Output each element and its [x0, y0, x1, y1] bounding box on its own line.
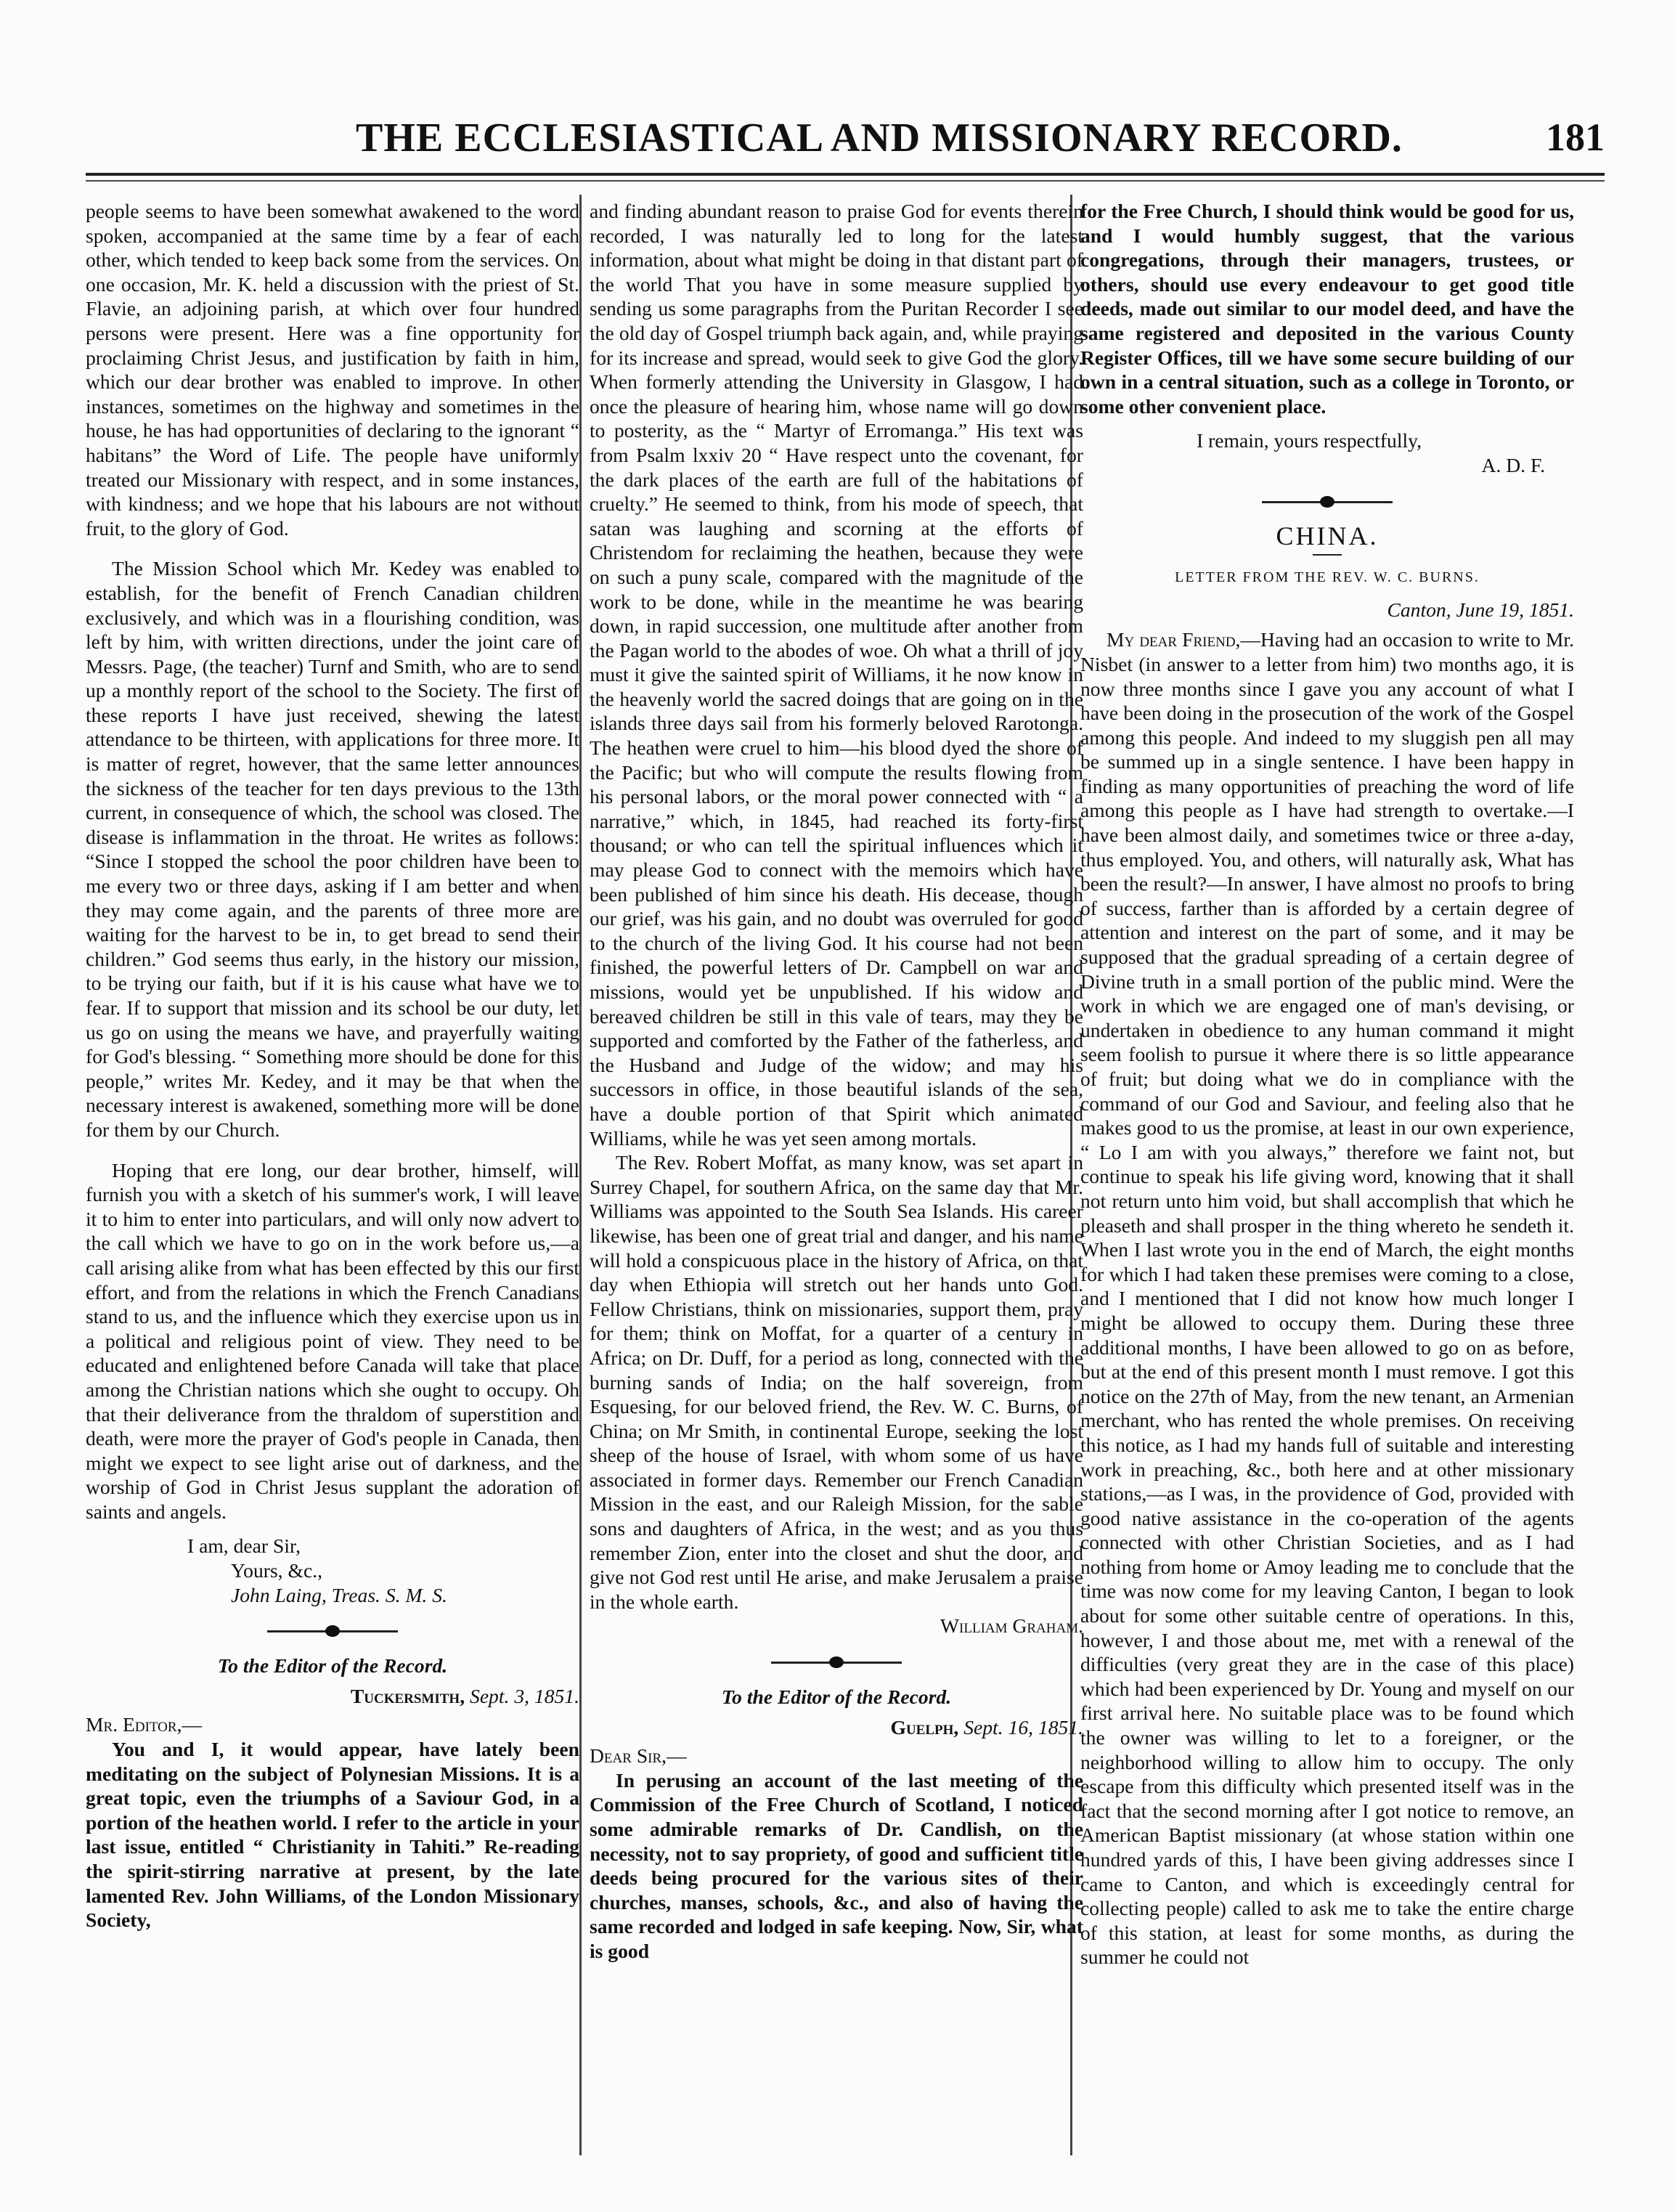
section-ornament	[1080, 488, 1574, 517]
section-ornament	[590, 1648, 1083, 1678]
editor-heading: To the Editor of the Record.	[721, 1686, 952, 1709]
col2-paragraph-1: and finding abundant reason to praise God for events therein recorded, I was naturally led to long for the latest information, about what might be doing in that distant part of the world That you have in some measure supplied by sending us some paragraphs from the Puritan Recorder I see the old day of Gospel triumph back again, and, while praying for its increase and spread, would seek to give God the glory. When formerly attending the University in Glasgow, I had once the pleasure of hearing him, whose name will go down to posterity, as the “ Martyr of Erromanga.” His text was from Psalm lxxiv 20 “ Have respect unto the covenant, for the dark places of the earth are full of the habitations of cruelty.” He seemed to think, from his mode of speech, that satan was laughing and scorning at the efforts of Christendom for reclaiming the heathen, because they were on such a puny scale, compared with the magnitude of the work to be done, while in the meantime he was bearing down, in rapid succession, one multitude after another from the Pagan world to the abodes of woe. Oh what a thrill of joy must it give the sainted spirit of Williams, it he now know in the heavenly world the sacred doings that are going on in the islands three days sail from his formerly beloved Rarotonga. The heathen were cruel to him—his blood dyed the shore of the Pacific; but who will compute the results flowing from his personal labors, or the moral power connected with “ a narrative,” which, in 1845, had reached its forty-first thousand; or who can tell the spiritual influences which it may please God to connect with the memoirs which have been published of him since his death. His decease, though our grief, was his gain, and no doubt was overruled for good to the church of the living God. It his course had not been finished, the powerful letters of Dr. Campbell on war and missions, would yet be unpublished. If his widow and bereaved children be still in this vale of tears, may they be supported and comforted by the Father of the fatherless, and the Husband and Judge of the widow; and may his successors in office, in those beautiful islands of the sea, have a double portion of that Spirit which animated Williams, while he was yet seen among mortals.	[590, 200, 1083, 1150]
page-number: 181	[1546, 115, 1605, 159]
dateline-date: Sept. 16, 1851.	[963, 1715, 1083, 1739]
column-divider-1	[579, 195, 582, 2155]
signoff-line-1: I am, dear Sir,	[187, 1534, 301, 1558]
dateline-date: Sept. 3, 1851.	[470, 1684, 579, 1707]
signoff-line-2: Yours, &c.,	[231, 1559, 322, 1582]
col1-paragraph-4: You and I, it would appear, have lately been meditating on the subject of Polynesian Missions. It is a great topic, even the triumphs of a Saviour God, in a portion of the heathen world. I refer to the article in your last issue, entitled “ Christianity in Tahiti.” Re-reading the spirit-stirring narrative at present, by the late lamented Rev. John Williams, of the London Missionary Society,	[86, 1738, 579, 1932]
col1-paragraph-2: The Mission School which Mr. Kedey was enabled to establish, for the benefit of French Canadian children exclusively, and which was in a flourishing condition, was left by him, with written directions, under the joint care of Messrs. Page, (the teacher) Turnf and Smith, who are to send up a monthly report of the school to the Society. The first of these reports I have just received, shewing the latest attendance to be thirteen, with applications for three more. It is matter of regret, however, that the same letter announces the sickness of the teacher for ten days previous to the 13th current, in consequence of which, the school was closed. The disease is inflammation in the throat. He writes as follows: “Since I stopped the school the poor children have been to me every two or three days, asking if I am better and when they may come again, and the parents of three more are waiting for the harvest to be in, to get bread to send their children.” God seems thus early, in the history our mission, to be trying our faith, but if it is his cause what have we to fear. If to support that mission and its school be our duty, let us go on using the means we have, and prayerfully waiting for God's blessing. “ Something more should be done for this people,” writes Mr. Kedey, and it may be that when the necessary interest is awakened, something more will be done for them by our Church.	[86, 557, 579, 1141]
column-2	[590, 199, 1083, 2152]
header-rule	[86, 173, 1605, 176]
signoff-initials: A. D. F.	[1481, 453, 1545, 476]
col3-paragraph-2	[1080, 627, 1574, 1969]
ornament-dot	[829, 1656, 844, 1668]
salutation: Dear Sir,—	[590, 1744, 687, 1768]
header-rule-thin	[86, 180, 1605, 182]
col3-paragraph-1: for the Free Church, I should think would be good for us, and I would humbly suggest, that the various congregations, through their managers, trustees, or others, should use every endeavour to get good title deeds, made out similar to our model deed, and have the same registered and deposited in the various County Register Offices, till we have some secure building of our own in a central situation, such as a college in Toronto, or some other convenient place.	[1080, 200, 1574, 418]
short-rule	[1313, 554, 1342, 556]
letter-heading: LETTER FROM THE REV. W. C. BURNS.	[1175, 569, 1480, 586]
ornament-dot	[325, 1625, 340, 1637]
column-1	[86, 199, 579, 2152]
dateline	[590, 1715, 1083, 1740]
col2-paragraph-3: In perusing an account of the last meeting of the Commission of the Free Church of Scotland, I noticed some admirable remarks of Dr. Candlish, on the necessity, not to say propriety, of good and sufficient title deeds being procured for the various sites of their churches, manses, schools, &c., and also of having the same recorded and lodged in safe keeping. Now, Sir, what is good	[590, 1768, 1083, 1962]
editor-heading: To the Editor of the Record.	[217, 1654, 448, 1678]
col3-letter-body: —Having had an occasion to write to Mr. Nisbet (in answer to a letter from him) two months ago, it is now three months since I gave you any account of what I have been doing in the prosecution of the work of the Gospel among this people. And indeed to my sluggish pen all may be summed up in a single sentence. I have been happy in finding as many opportunities of preaching the word of life among this people as I have had strength to overtake.—I have been almost daily, and sometimes twice or three a-day, thus employed. You, and others, will naturally ask, What has been the result?—In answer, I have almost no proofs to bring of success, farther than is afforded by a certain degree of attention and interest on the part of some, and it may be supposed that the gradual spreading of a certain degree of Divine truth in a small portion of the public mind. Were the work in which we are engaged one of man's devising, or undertaken in obedience to any human command it might seem foolish to pursue it where there is so little appearance of fruit; but doing what we do in compliance with the command of our God and Saviour, and feeling also that he makes good to us the promise, at least in our own experience, “ Lo I am with you always,” therefore we faint not, but continue to speak his life giving word, knowing that it shall not return unto him void, but shall accomplish that which he pleaseth and shall prosper in the thing whereto he sendeth it. When I last wrote you in the end of March, the eight months for which I had taken these premises were coming to a close, and I mentioned that I did not know how much longer I might be allowed to occupy them. During these three additional months, I have been allowed to go on as before, but at the end of this present month I must remove. I got this notice on the 27th of May, from the new tenant, an Armenian merchant, who has rented the whole premises. On receiving this notice, as I had my hands full of suitable and interesting work in preaching, &c., both here and at other missionary stations,—as I was, in the providence of God, provided with good native assistance in the co-operation of the agents connected with other Christian Societies, and as I had nothing from home or Amoy leading me to conclude that the time was now come for my leaving Canton, I began to look about for some other suitable centre of operations. In this, however, I and those about me, met with a renewal of the difficulties (very great they are in the case of this place) which had been experienced by Dr. Young and myself on our first arrival here. No suitable place was to be found which the owner was willing to let to a foreigner, or the neighborhood willing to allow him to occupy. The only escape from this difficulty which presented itself was in the fact that the second morning after I got notice to remove, an American Baptist missionary (at whose station within one hundred yards of this, I have been giving addresses since I came to Canton, and which is exceedingly central for collecting people) called to ask me to take the entire charge of this station, at least for some months, as during the summer he could not	[1080, 628, 1574, 1969]
dateline-place: Guelph,	[890, 1715, 959, 1739]
place-date: Canton, June 19, 1851.	[1387, 598, 1574, 621]
col1-signoff	[86, 1534, 579, 1607]
salutation: My dear Friend,	[1107, 628, 1241, 651]
page-header	[87, 115, 1605, 173]
column-3	[1080, 199, 1574, 2152]
signoff-signature: John Laing, Treas. S. M. S.	[231, 1583, 447, 1606]
col2-signature: William Graham.	[940, 1614, 1083, 1638]
ornament-dot	[1320, 496, 1334, 508]
dateline-place: Tuckersmith,	[350, 1684, 465, 1707]
col1-paragraph-1: people seems to have been somewhat awakened to the word spoken, accompanied at the same time by a fear of each other, which tended to keep back some from the services. On one occasion, Mr. K. held a discussion with the priest of St. Flavie, an adjoining parish, at which over four hundred persons were present. Here was a fine opportunity for proclaiming Christ Jesus, and justification by faith in him, which our dear brother was enabled to improve. In other instances, sometimes on the highway and sometimes in the house, he has had opportunities of declaring to the ignorant “ habitans” the Word of Life. The people have uniformly treated our Missionary with respect, and in some instances, with kindness; and we hope that his labours are not without fruit, to the glory of God.	[86, 200, 579, 540]
signoff-line-1: I remain, yours respectfully,	[1197, 429, 1422, 452]
col1-paragraph-3: Hoping that ere long, our dear brother, himself, will furnish you with a sketch of his summer's work, I will leave it to him to enter into particulars, and will only now advert to the call which we have to go on in the work before us,—a call arising alike from what has been effected by this our first effort, and from the relations in which the French Canadians stand to us, and the influence which they exercise upon us in a political and religious point of view. They need to be educated and enlightened before Canada will take that place among the Christian nations which she ought to occupy. Oh that their deliverance from the thraldom of superstition and death, were more the prayer of God's people in Canada, then might we expect to see light arise out of darkness, and the worship of God in Christ Jesus supplant the adoration of saints and angels.	[86, 1158, 579, 1523]
section-ornament	[86, 1617, 579, 1646]
salutation: Mr. Editor,—	[86, 1713, 203, 1736]
col3-signoff	[1080, 428, 1574, 477]
running-title: THE ECCLESIASTICAL AND MISSIONARY RECORD.	[356, 115, 1403, 160]
col2-paragraph-2: The Rev. Robert Moffat, as many know, was set apart in Surrey Chapel, for southern Africa, on the same day that Mr. Williams was appointed to the South Sea Islands. His career likewise, has been one of great trial and danger, and his name will hold a conspicuous place in the history of Africa, on that day when Ethiopia will stretch out her hands unto God. Fellow Christians, think on missionaries, support them, pray for them; think on Moffat, for a quarter of a century in Africa; on Dr. Duff, for a period as long, connected with the burning sands of India; on the half sovereign, from Esquesing, for our beloved friend, the Rev. W. C. Burns, of China; on Mr Smith, in continental Europe, seeking the lost sheep of the house of Israel, with whom some of us have associated in former days. Remember our French Canadian Mission in the east, and our Raleigh Mission, for the sable sons and daughters of Africa, in the west; and as you thus remember Zion, enter into the closet and shut the door, and give not God rest until He arise, and make Jerusalem a praise in the whole earth.	[590, 1151, 1083, 1613]
dateline	[86, 1684, 579, 1709]
section-title: CHINA.	[1276, 521, 1379, 550]
